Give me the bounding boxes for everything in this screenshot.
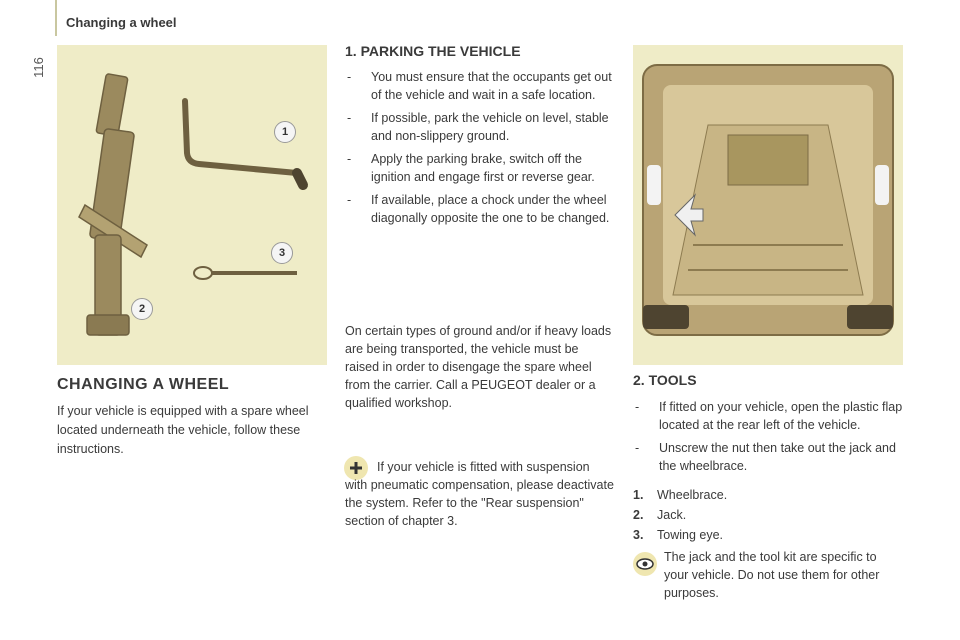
tools-steps — [633, 398, 905, 480]
list-item: - If available, place a chock under the wheel diagonally opposite the one to be changed. — [345, 191, 620, 227]
section-heading-changing-wheel: CHANGING A WHEEL — [57, 376, 230, 393]
eye-icon — [633, 552, 657, 576]
ground-note: On certain types of ground and/or if heavy loads are being transported, the vehicle must be raised in order to disengage the spare wheel from the carrier. Call a PEUGEOT dealer or a qualified workshop. — [345, 324, 612, 410]
list-item: - Unscrew the nut then take out the jack and the wheelbrace. — [633, 439, 905, 475]
section-heading-parking: 1. PARKING THE VEHICLE — [345, 43, 521, 59]
tools-drawing — [57, 45, 327, 365]
list-item: 1. Wheelbrace. — [633, 488, 728, 502]
list-item: - If fitted on your vehicle, open the plastic flap located at the rear left of the vehicle. — [633, 398, 905, 434]
page-header: Changing a wheel — [66, 15, 177, 30]
wheelbrace-drawing — [185, 101, 303, 185]
list-item: - You must ensure that the occupants get out of the vehicle and wait in a safe location. — [345, 68, 620, 104]
callout-1: 1 — [274, 121, 296, 143]
list-item: - If possible, park the vehicle on level, stable and non-slippery ground. — [345, 109, 620, 145]
van-drawing — [633, 45, 903, 365]
list-item: 2. Jack. — [633, 508, 687, 522]
tools-illustration — [57, 45, 327, 365]
list-item: - Apply the parking brake, switch off the ignition and engage first or reverse gear. — [345, 150, 620, 186]
page-number: 116 — [30, 57, 46, 78]
van-illustration — [633, 45, 903, 365]
suspension-note: If your vehicle is fitted with suspension with pneumatic compensation, please deactivate the system. Refer to the "Rear suspension" section of chapter 3. — [345, 460, 614, 528]
section-heading-tools: 2. TOOLS — [633, 372, 697, 388]
jack-drawing — [79, 74, 147, 335]
intro-text: If your vehicle is equipped with a spare wheel located underneath the vehicle, follow these instructions. — [57, 404, 309, 456]
towing-eye-drawing — [194, 267, 297, 279]
tools-note: The jack and the tool kit are specific to your vehicle. Do not use them for other purposes. — [664, 550, 880, 600]
callout-2: 2 — [131, 298, 153, 320]
callout-3: 3 — [271, 242, 293, 264]
tools-parts-list — [633, 486, 893, 546]
header-bar — [55, 0, 57, 36]
list-item: 3. Towing eye. — [633, 528, 724, 542]
parking-steps — [345, 68, 620, 232]
